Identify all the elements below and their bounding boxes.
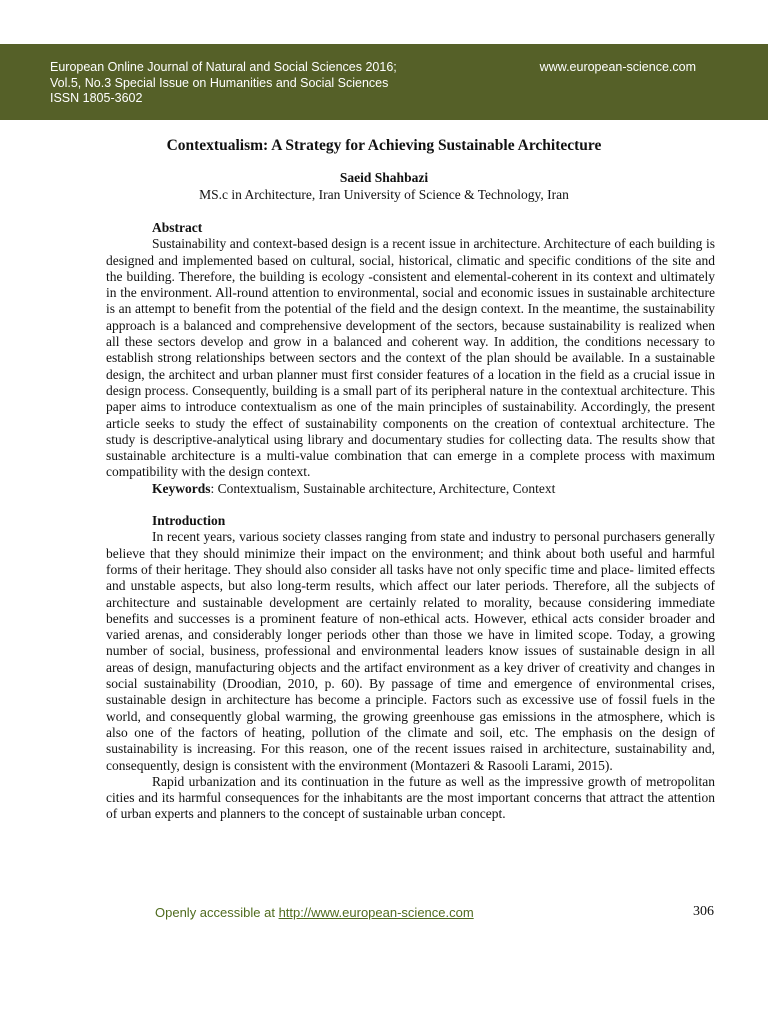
abstract-heading: Abstract [152, 220, 203, 235]
introduction-paragraph-2: Rapid urbanization and its continuation in the future as well as the impressive growth of metropolitan cities and its harmful consequences for the inhabitants are the most important concerns that attract the attention of urban experts and planners to the concept of sustainable urban concept. [106, 773, 715, 822]
footer-access [155, 905, 474, 920]
journal-info [50, 60, 397, 107]
author-affiliation: MS.c in Architecture, Iran University of Science & Technology, Iran [199, 187, 569, 202]
journal-issn: ISSN 1805-3602 [50, 91, 143, 105]
keywords-line [106, 481, 715, 497]
footer-access-text: Openly accessible at [155, 905, 279, 920]
paper-title: Contextualism: A Strategy for Achieving Sustainable Architecture [166, 137, 602, 154]
journal-website: www.european-science.com [539, 60, 696, 74]
keywords-label: Keywords [152, 480, 211, 496]
section-gap [106, 497, 715, 513]
author-name: Saeid Shahbazi [339, 170, 429, 185]
page-number: 306 [693, 904, 714, 919]
journal-name: European Online Journal of Natural and Social Sciences 2016; [50, 60, 397, 74]
journal-header-band [0, 44, 768, 120]
introduction-paragraph-1: In recent years, various society classes ranging from state and industry to personal purchasers generally believe that they should minimize their impact on the environment; and think about both useful and harmful forms of their heritage. They should also consider all tasks have not only specific time and place- limited effects and unstable aspects, but also long-term results, which affect our later periods. Therefore, all the subjects of architecture and sustainable development are certainly related to morality, because considering immediate benefits and successes is a prominent feature of non-ethical acts. However, ethical acts consider broader and varied arenas, and considerably longer periods other than those we have in limited scope. Today, a growing number of social, business, professional and environmental leaders know issues of sustainable design in all areas of design, manufacturing objects and the artifact environment as a key driver of creativity and changes in social sustainability (Droodian, 2010, p. 60). By passage of time and emergence of environmental crises, sustainable design in architecture has become a principle. Factors such as excessive use of fossil fuels in the world, and consequently global warming, the growing greenhouse gas emissions in the atmosphere, which is also one of the factors of heating, pollution of the climate and soil, etc. The emphasis on the design of sustainability is increasing. For this reason, one of the recent issues raised in architecture, sustainability and, consequently, design is consistent with the environment (Montazeri & Rasooli Larami, 2015). [106, 529, 715, 773]
introduction-heading: Introduction [152, 513, 226, 529]
paper-body [106, 220, 715, 823]
footer-link[interactable]: http://www.european-science.com [278, 905, 474, 920]
journal-volume: Vol.5, No.3 Special Issue on Humanities and Social Sciences [50, 75, 389, 90]
abstract-text: Sustainability and context-based design is a recent issue in architecture. Architecture of each building is designed and implemented based on cultural, social, historical, climatic and specific conditions of the site and the building. Therefore, the building is ecology -consistent and elemental-coherent in its context and ultimately in the environment. All-round attention to environmental, social and economic issues in sustainable architecture is an attempt to benefit from the potential of the field and the design context. In the meantime, the sustainability approach is a balanced and comprehensive development of the sectors, because sustainability is realized when all these sectors develop and grow in a balanced and coherent way. In addition, the conditions necessary to establish strong relationships between sectors and the context of the plan should be available. In a sustainable design, the architect and urban planner must first consider features of a location in the field as a crucial issue in design process. Consequently, building is a small part of its peripheral nature in the contextual architecture. This paper aims to introduce contextualism as one of the main principles of sustainability. Accordingly, the present article seeks to study the effect of sustainability components on the creation of contextual architecture. The study is descriptive-analytical using library and documentary studies for collecting data. The results show that sustainable architecture is a multi-value combination that can emerge in a complete process with maximum compatibility with the design context. [106, 236, 715, 480]
keywords-list: : Contextualism, Sustainable architecture, Architecture, Context [210, 480, 556, 496]
